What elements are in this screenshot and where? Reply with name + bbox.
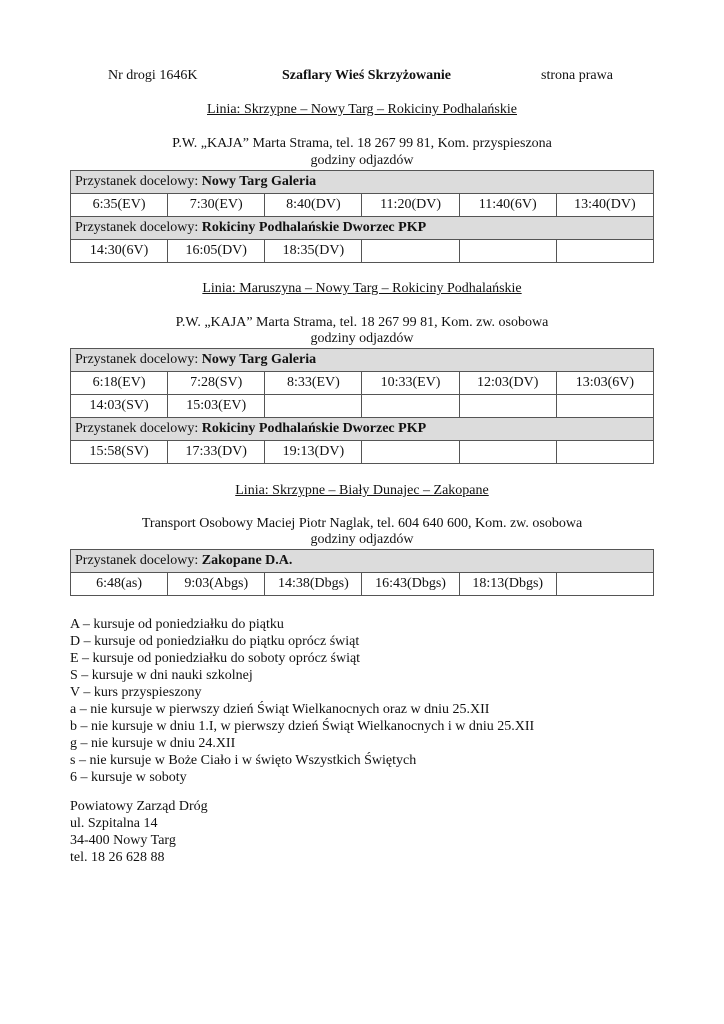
legend-item: D – kursuje od poniedziałku do piątku oprócz świąt	[70, 634, 360, 649]
departure-cell: 14:03(SV)	[71, 395, 168, 418]
subtitle-2: godziny odjazdów	[310, 331, 414, 346]
legend-item: b – nie kursuje w dniu 1.I, w pierwszy dzień Świąt Wielkanocnych i w dniu 25.XII	[70, 719, 535, 734]
legend	[70, 616, 534, 786]
table-row	[71, 194, 654, 217]
table-row	[71, 240, 654, 263]
table-row	[71, 441, 654, 464]
line-title-3: Linia: Skrzypne – Biały Dunajec – Zakopane	[235, 483, 489, 498]
destination-cell	[71, 217, 654, 240]
departure-cell: 7:30(EV)	[168, 194, 265, 217]
departure-cell	[362, 441, 459, 464]
legend-item: a – nie kursuje w pierwszy dzień Świąt Wielkanocnych oraz w dniu 25.XII	[70, 702, 490, 717]
road-side: strona prawa	[541, 68, 613, 83]
departure-cell	[459, 240, 556, 263]
departure-cell: 6:18(EV)	[71, 372, 168, 395]
departure-cell	[362, 240, 459, 263]
departure-cell: 13:03(6V)	[556, 372, 653, 395]
legend-item: E – kursuje od poniedziałku do soboty oprócz świąt	[70, 651, 361, 666]
destination-cell	[71, 550, 654, 573]
legend-item: 6 – kursuje w soboty	[70, 770, 187, 785]
departure-cell: 18:13(Dbgs)	[459, 573, 556, 596]
departure-cell	[362, 395, 459, 418]
departure-cell: 6:48(as)	[71, 573, 168, 596]
line-title-2: Linia: Maruszyna – Nowy Targ – Rokiciny Podhalańskie	[202, 281, 522, 296]
departure-cell: 14:38(Dbgs)	[265, 573, 362, 596]
legend-item: g – nie kursuje w dniu 24.XII	[70, 736, 236, 751]
table-row	[71, 372, 654, 395]
destination-name: Zakopane D.A.	[201, 553, 293, 568]
departure-cell	[556, 441, 653, 464]
address-line: 34-400 Nowy Targ	[70, 833, 176, 848]
departure-cell: 11:20(DV)	[362, 194, 459, 217]
departure-cell: 12:03(DV)	[459, 372, 556, 395]
destination-label: Przystanek docelowy:	[75, 421, 202, 436]
destination-row	[71, 171, 654, 194]
carrier-2: P.W. „KAJA” Marta Strama, tel. 18 267 99 81, Kom. zw. osobowa	[175, 315, 549, 330]
table-row	[71, 395, 654, 418]
destination-name: Nowy Targ Galeria	[201, 174, 317, 189]
departure-cell: 16:05(DV)	[168, 240, 265, 263]
departure-cell	[459, 395, 556, 418]
line-title-1: Linia: Skrzypne – Nowy Targ – Rokiciny Podhalańskie	[207, 102, 517, 117]
departure-cell: 9:03(Abgs)	[168, 573, 265, 596]
destination-cell	[71, 349, 654, 372]
destination-label: Przystanek docelowy:	[75, 220, 202, 235]
departure-cell: 16:43(Dbgs)	[362, 573, 459, 596]
carrier-1: P.W. „KAJA” Marta Strama, tel. 18 267 99 81, Kom. przyspieszona	[172, 136, 552, 151]
departure-cell: 10:33(EV)	[362, 372, 459, 395]
legend-item: V – kurs przyspieszony	[70, 685, 202, 700]
departure-cell: 13:40(DV)	[556, 194, 653, 217]
destination-label: Przystanek docelowy:	[75, 174, 202, 189]
stop-name: Szaflary Wieś Skrzyżowanie	[282, 68, 452, 83]
destination-row	[71, 349, 654, 372]
destination-name: Nowy Targ Galeria	[201, 352, 317, 367]
departure-cell: 15:58(SV)	[71, 441, 168, 464]
address-line: Powiatowy Zarząd Dróg	[70, 799, 208, 814]
subtitle-1: godziny odjazdów	[310, 153, 414, 168]
departure-cell: 19:13(DV)	[265, 441, 362, 464]
departure-cell: 14:30(6V)	[71, 240, 168, 263]
legend-item: s – nie kursuje w Boże Ciało i w święto Wszystkich Świętych	[70, 753, 417, 768]
departure-cell: 17:33(DV)	[168, 441, 265, 464]
timetable-2	[70, 348, 654, 464]
timetable-3	[70, 549, 654, 596]
departure-cell: 18:35(DV)	[265, 240, 362, 263]
departure-cell: 11:40(6V)	[459, 194, 556, 217]
address-line: ul. Szpitalna 14	[70, 816, 158, 831]
destination-row	[71, 418, 654, 441]
destination-row	[71, 550, 654, 573]
destination-label: Przystanek docelowy:	[75, 352, 202, 367]
table-row	[71, 573, 654, 596]
departure-cell: 8:33(EV)	[265, 372, 362, 395]
departure-cell	[459, 441, 556, 464]
legend-item: A – kursuje od poniedziałku do piątku	[70, 617, 284, 632]
destination-name: Rokiciny Podhalańskie Dworzec PKP	[201, 220, 427, 235]
address-line: tel. 18 26 628 88	[70, 850, 165, 865]
destination-cell	[71, 171, 654, 194]
departure-cell	[556, 395, 653, 418]
destination-name: Rokiciny Podhalańskie Dworzec PKP	[201, 421, 427, 436]
legend-item: S – kursuje w dni nauki szkolnej	[70, 668, 253, 683]
destination-row	[71, 217, 654, 240]
road-number: Nr drogi 1646K	[108, 68, 198, 83]
departure-cell: 6:35(EV)	[71, 194, 168, 217]
departure-cell: 8:40(DV)	[265, 194, 362, 217]
departure-cell: 15:03(EV)	[168, 395, 265, 418]
subtitle-3: godziny odjazdów	[310, 532, 414, 547]
destination-cell	[71, 418, 654, 441]
address-block	[70, 798, 208, 866]
timetable-1	[70, 170, 654, 263]
departure-cell	[556, 573, 653, 596]
carrier-3: Transport Osobowy Maciej Piotr Naglak, tel. 604 640 600, Kom. zw. osobowa	[141, 516, 583, 531]
departure-cell	[556, 240, 653, 263]
destination-label: Przystanek docelowy:	[75, 553, 202, 568]
departure-cell	[265, 395, 362, 418]
departure-cell: 7:28(SV)	[168, 372, 265, 395]
